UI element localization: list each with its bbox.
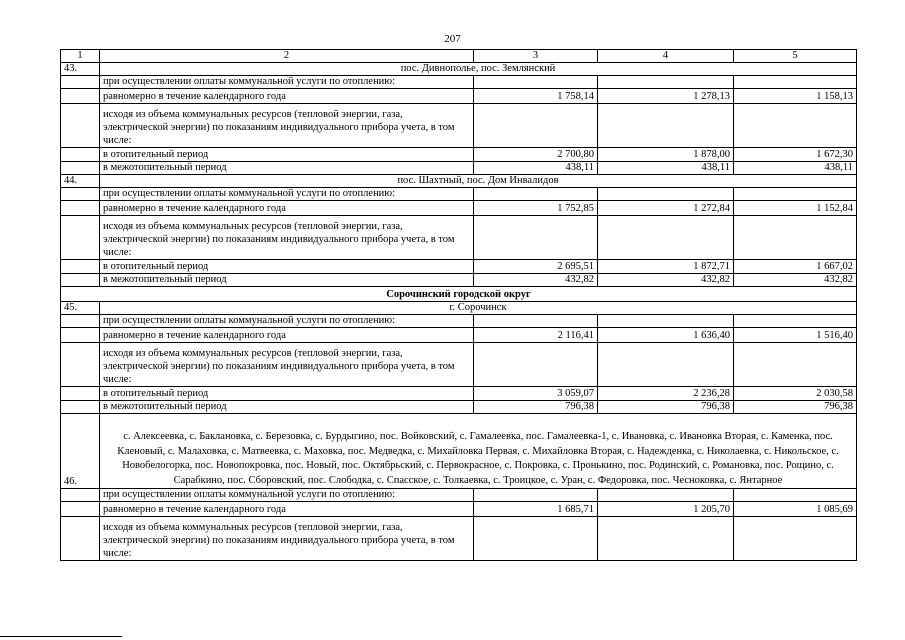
page-number: 207 <box>444 33 461 45</box>
empty-cell <box>61 387 100 401</box>
empty-cell <box>61 201 100 216</box>
table-row <box>61 328 857 343</box>
section-row <box>61 63 857 76</box>
empty-cell <box>474 517 598 561</box>
value-cell: 1 085,69 <box>734 502 857 517</box>
value-cell: 432,82 <box>474 274 598 287</box>
tariff-table <box>60 49 857 561</box>
value-cell: 796,38 <box>598 401 734 414</box>
value-cell: 1 152,84 <box>734 201 857 216</box>
value-cell: 1 758,14 <box>474 89 598 104</box>
empty-cell <box>474 343 598 387</box>
empty-cell <box>598 216 734 260</box>
table-row <box>61 188 857 201</box>
table-row <box>61 517 857 561</box>
empty-cell <box>734 315 857 328</box>
section-place: г. Сорочинск <box>100 302 857 315</box>
empty-cell <box>474 315 598 328</box>
empty-cell <box>61 76 100 89</box>
value-cell: 3 059,07 <box>474 387 598 401</box>
value-cell: 438,11 <box>474 162 598 175</box>
table-row <box>61 401 857 414</box>
table-row <box>61 315 857 328</box>
section-number: 45. <box>61 302 100 315</box>
empty-cell <box>61 315 100 328</box>
row-label: исходя из объема коммунальных ресурсов (тепловой энергии, газа, электрической энергии) по показаниям индивидуального прибора учета, в том числе: <box>100 104 474 148</box>
empty-cell <box>474 216 598 260</box>
value-cell: 1 278,13 <box>598 89 734 104</box>
empty-cell <box>598 517 734 561</box>
empty-cell <box>61 328 100 343</box>
empty-cell <box>734 517 857 561</box>
empty-cell <box>734 104 857 148</box>
table-row <box>61 89 857 104</box>
column-header-row <box>61 50 857 63</box>
table-row <box>61 104 857 148</box>
value-cell: 796,38 <box>734 401 857 414</box>
value-cell: 432,82 <box>734 274 857 287</box>
table-row <box>61 489 857 502</box>
empty-cell <box>61 148 100 162</box>
row-label: в межотопительный период <box>100 162 474 175</box>
footnote-rule <box>0 636 122 637</box>
empty-cell <box>61 489 100 502</box>
empty-cell <box>734 188 857 201</box>
value-cell: 1 636,40 <box>598 328 734 343</box>
empty-cell <box>61 517 100 561</box>
value-cell: 2 030,58 <box>734 387 857 401</box>
empty-cell <box>61 401 100 414</box>
empty-cell <box>598 489 734 502</box>
empty-cell <box>598 104 734 148</box>
empty-cell <box>61 162 100 175</box>
table-row <box>61 216 857 260</box>
empty-cell <box>61 216 100 260</box>
value-cell: 1 872,71 <box>598 260 734 274</box>
empty-cell <box>61 502 100 517</box>
empty-cell <box>61 89 100 104</box>
table-row <box>61 162 857 175</box>
row-label: при осуществлении оплаты коммунальной услуги по отоплению: <box>100 315 474 328</box>
col-header-1: 1 <box>61 50 100 63</box>
section-place: с. Алексеевка, с. Баклановка, с. Березовка, с. Бурдыгино, пос. Войковский, с. Гамалеевка, пос. Гамалеевка-1, с. Ивановка, с. Ивановка Вторая, с. Каменка, пос. Кленовый, с. Малаховка, с. Матвеевка, с. Маховка, пос. Медведка, с. Михайловка Первая, с. Михайловка Вторая, с. Надежденка, с. Николаевка, с. Никольское, с. Новобелогорка, пос. Новопокровка, пос. Новый, пос. Октябрьский, с. Первокрасное, с. Покровка, с. Пронькино, пос. Родинский, с. Романовка, пос. Рощино, с. Сарабкино, пос. Сборовский, пос. Слободка, с. Спасское, с. Толкаевка, с. Троицкое, с. Уран, с. Федоровка, пос. Чесноковка, с. Янтарное <box>100 414 857 489</box>
table-row <box>61 502 857 517</box>
table-row <box>61 343 857 387</box>
empty-cell <box>734 216 857 260</box>
empty-cell <box>61 260 100 274</box>
row-label: равномерно в течение календарного года <box>100 201 474 216</box>
value-cell: 2 700,80 <box>474 148 598 162</box>
empty-cell <box>61 343 100 387</box>
empty-cell <box>734 76 857 89</box>
value-cell: 1 516,40 <box>734 328 857 343</box>
value-cell: 438,11 <box>598 162 734 175</box>
value-cell: 438,11 <box>734 162 857 175</box>
value-cell: 432,82 <box>598 274 734 287</box>
empty-cell <box>598 188 734 201</box>
empty-cell <box>474 489 598 502</box>
table-row <box>61 387 857 401</box>
value-cell: 1 685,71 <box>474 502 598 517</box>
empty-cell <box>474 104 598 148</box>
value-cell: 1 272,84 <box>598 201 734 216</box>
section-place: пос. Шахтный, пос. Дом Инвалидов <box>100 175 857 188</box>
row-label: равномерно в течение календарного года <box>100 89 474 104</box>
section-place: пос. Дивнополье, пос. Землянский <box>100 63 857 76</box>
section-row <box>61 302 857 315</box>
section-row <box>61 414 857 489</box>
section-number: 46. <box>61 414 100 489</box>
empty-cell <box>61 188 100 201</box>
row-label: при осуществлении оплаты коммунальной услуги по отоплению: <box>100 188 474 201</box>
value-cell: 2 236,28 <box>598 387 734 401</box>
district-row <box>61 287 857 302</box>
section-number: 43. <box>61 63 100 76</box>
row-label: исходя из объема коммунальных ресурсов (тепловой энергии, газа, электрической энергии) по показаниям индивидуального прибора учета, в том числе: <box>100 343 474 387</box>
row-label: исходя из объема коммунальных ресурсов (тепловой энергии, газа, электрической энергии) по показаниям индивидуального прибора учета, в том числе: <box>100 216 474 260</box>
col-header-5: 5 <box>734 50 857 63</box>
empty-cell <box>474 76 598 89</box>
value-cell: 796,38 <box>474 401 598 414</box>
value-cell: 1 878,00 <box>598 148 734 162</box>
empty-cell <box>734 343 857 387</box>
value-cell: 1 752,85 <box>474 201 598 216</box>
section-number: 44. <box>61 175 100 188</box>
table-row <box>61 260 857 274</box>
row-label: в отопительный период <box>100 387 474 401</box>
row-label: равномерно в течение календарного года <box>100 328 474 343</box>
table-row <box>61 76 857 89</box>
empty-cell <box>598 76 734 89</box>
row-label: в межотопительный период <box>100 401 474 414</box>
row-label: исходя из объема коммунальных ресурсов (тепловой энергии, газа, электрической энергии) по показаниям индивидуального прибора учета, в том числе: <box>100 517 474 561</box>
value-cell: 1 158,13 <box>734 89 857 104</box>
row-label: равномерно в течение календарного года <box>100 502 474 517</box>
value-cell: 1 205,70 <box>598 502 734 517</box>
row-label: в отопительный период <box>100 260 474 274</box>
table-row <box>61 274 857 287</box>
value-cell: 1 672,30 <box>734 148 857 162</box>
col-header-2: 2 <box>100 50 474 63</box>
col-header-3: 3 <box>474 50 598 63</box>
table-row <box>61 201 857 216</box>
empty-cell <box>61 104 100 148</box>
empty-cell <box>598 343 734 387</box>
empty-cell <box>598 315 734 328</box>
value-cell: 1 667,02 <box>734 260 857 274</box>
row-label: в отопительный период <box>100 148 474 162</box>
section-row <box>61 175 857 188</box>
row-label: при осуществлении оплаты коммунальной услуги по отоплению: <box>100 76 474 89</box>
empty-cell <box>61 274 100 287</box>
row-label: в межотопительный период <box>100 274 474 287</box>
district-title: Сорочинский городской округ <box>61 287 857 302</box>
value-cell: 2 116,41 <box>474 328 598 343</box>
table-row <box>61 148 857 162</box>
empty-cell <box>474 188 598 201</box>
value-cell: 2 695,51 <box>474 260 598 274</box>
row-label: при осуществлении оплаты коммунальной услуги по отоплению: <box>100 489 474 502</box>
empty-cell <box>734 489 857 502</box>
col-header-4: 4 <box>598 50 734 63</box>
